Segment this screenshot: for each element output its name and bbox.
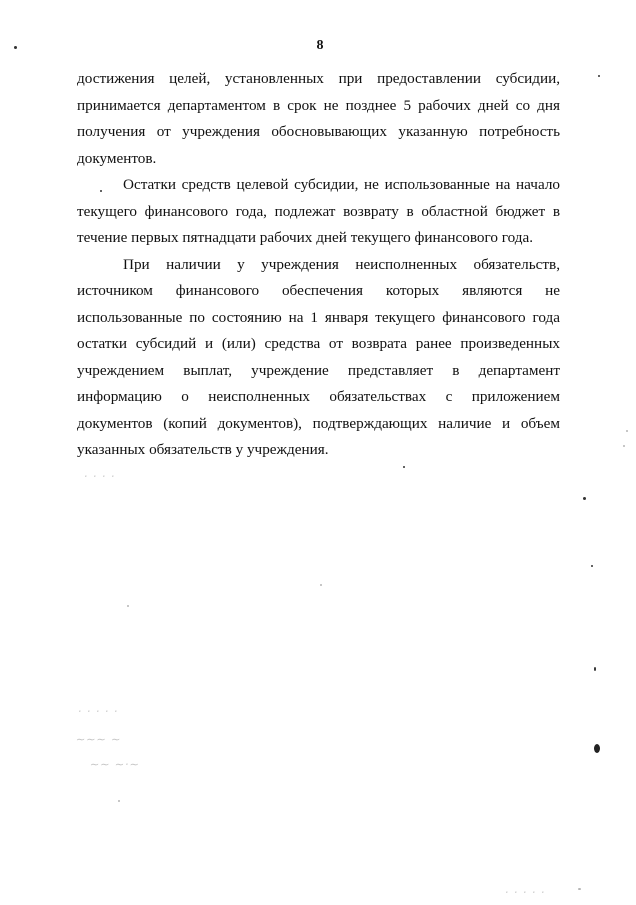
scan-speck	[320, 584, 322, 586]
scan-smudge: ~~~ ~	[74, 733, 123, 746]
scan-speck	[594, 744, 600, 753]
scan-speck	[118, 800, 120, 802]
scan-speck	[403, 466, 405, 468]
scan-smudge: · · · · ·	[503, 886, 547, 899]
scan-speck	[14, 46, 17, 49]
scan-speck	[578, 888, 581, 890]
scan-speck	[623, 445, 625, 447]
scan-speck	[598, 75, 600, 77]
paragraph-subsidy-remainders: Остатки средств целевой субсидии, не использованные на начало текущего финансового года, подлежат возврату в областной бюджет в течение первых пятнадцати рабочих дней текущего финансового года.	[77, 176, 560, 246]
scan-speck	[127, 605, 129, 607]
paragraph-outstanding-obligations: При наличии у учреждения неисполненных обязательств, источником финансового обеспечения которых являются не использованные по состоянию на 1 января текущего финансового года остатки субсидий и (или) средства от возврата ранее произведенных учреждением выплат, учреждение представляет в департамент информацию о неисполненных обязательствах с приложением документов (копий документов), подтверждающих наличие и объем указанных обязательств у учреждения.	[77, 255, 560, 458]
scan-speck	[626, 430, 628, 432]
paragraph-continuation: достижения целей, установленных при предоставлении субсидии, принимается департаментом в срок не позднее 5 рабочих дней со дня получения от учреждения обосновывающих указанную потребность документов.	[77, 70, 560, 167]
scan-smudge: · · · ·	[82, 470, 117, 483]
scan-speck	[591, 565, 593, 567]
scan-speck	[583, 497, 586, 500]
scan-smudge: ~~ ~·~	[88, 758, 142, 771]
scan-smudge: · · · · ·	[76, 705, 120, 718]
scan-speck	[100, 190, 102, 192]
document-body	[77, 66, 560, 464]
scan-speck	[594, 667, 596, 671]
page-number: 8	[316, 38, 324, 53]
